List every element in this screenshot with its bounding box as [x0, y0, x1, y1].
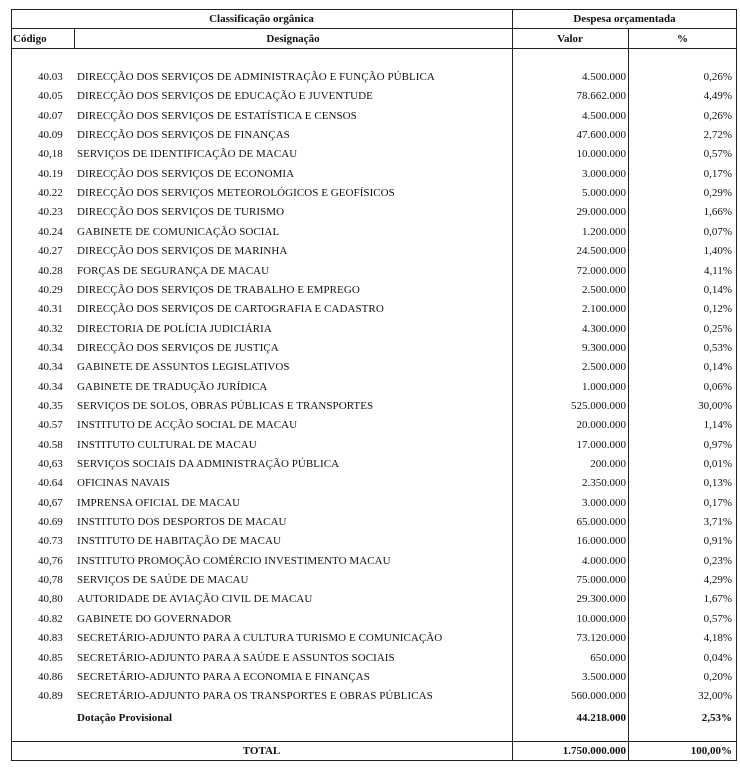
table-row	[0, 320, 740, 339]
row-code: 40.31	[38, 303, 63, 316]
row-code: 40.34	[38, 361, 63, 374]
row-value: 1.200.000	[582, 225, 626, 238]
header-classificacao-organica: Classificação orgânica	[209, 13, 314, 25]
table-row	[0, 610, 740, 629]
row-designation: GABINETE DE TRADUÇÃO JURÍDICA	[77, 380, 268, 393]
row-designation: DIRECÇÃO DOS SERVIÇOS DE CARTOGRAFIA E CADASTRO	[77, 303, 384, 316]
table-row	[0, 68, 740, 87]
table-row	[0, 378, 740, 397]
row-value: 16.000.000	[576, 535, 626, 548]
header-codigo: Código	[13, 33, 47, 45]
row-designation: INSTITUTO CULTURAL DE MACAU	[77, 438, 257, 451]
row-value: 2.500.000	[582, 361, 626, 374]
row-value: 2.350.000	[582, 477, 626, 490]
row-value: 20.000.000	[576, 419, 626, 432]
table-row	[0, 709, 740, 728]
row-designation: SECRETÁRIO-ADJUNTO PARA OS TRANSPORTES E OBRAS PÚBLICAS	[77, 690, 433, 703]
row-code: 40,80	[38, 593, 63, 606]
table-row	[0, 436, 740, 455]
row-designation: IMPRENSA OFICIAL DE MACAU	[77, 496, 241, 509]
row-code: 40.24	[38, 225, 63, 238]
row-pct: 0,97%	[703, 438, 732, 451]
row-value: 3.000.000	[582, 496, 626, 509]
row-designation: DIRECÇÃO DOS SERVIÇOS DE ECONOMIA	[77, 167, 295, 180]
row-pct: 2,72%	[703, 129, 732, 142]
row-designation: SERVIÇOS DE IDENTIFICAÇÃO DE MACAU	[77, 148, 298, 161]
row-code: 40.35	[38, 399, 63, 412]
row-designation: FORÇAS DE SEGURANÇA DE MACAU	[77, 264, 270, 277]
row-pct: 3,71%	[703, 516, 732, 529]
row-designation: GABINETE DO GOVERNADOR	[77, 612, 232, 625]
row-pct: 1,14%	[703, 419, 732, 432]
row-code: 40.22	[38, 187, 63, 200]
table-row	[0, 107, 740, 126]
row-pct: 0,25%	[703, 322, 732, 335]
row-code: 40.23	[38, 206, 63, 219]
table-row	[0, 300, 740, 319]
row-designation: DIRECÇÃO DOS SERVIÇOS DE ESTATÍSTICA E CENSOS	[77, 109, 357, 122]
row-designation: OFICINAS NAVAIS	[77, 477, 170, 490]
row-designation: INSTITUTO DE HABITAÇÃO DE MACAU	[77, 535, 281, 548]
row-value: 73.120.000	[576, 632, 626, 645]
row-pct: 0,26%	[703, 71, 732, 83]
row-code: 40.19	[38, 167, 63, 180]
row-designation: DIRECÇÃO DOS SERVIÇOS DE TRABALHO E EMPREGO	[77, 283, 360, 296]
row-designation: SERVIÇOS SOCIAIS DA ADMINISTRAÇÃO PÚBLICA	[77, 458, 340, 470]
row-pct: 1,67%	[703, 593, 732, 606]
row-pct: 0,57%	[703, 612, 732, 625]
row-value: 4.300.000	[582, 322, 626, 335]
row-value: 2.100.000	[582, 303, 626, 316]
row-code: 40,63	[38, 458, 63, 470]
row-value: 4.500.000	[582, 109, 626, 122]
header-pct: %	[677, 33, 688, 45]
row-designation: DIRECÇÃO DOS SERVIÇOS DE ADMINISTRAÇÃO E FUNÇÃO PÚBLICA	[77, 71, 435, 83]
table-row	[0, 552, 740, 571]
row-pct: 0,13%	[703, 477, 732, 490]
row-value: 24.500.000	[576, 245, 626, 258]
row-code: 40.85	[38, 651, 63, 664]
table-row	[0, 165, 740, 184]
row-code: 40.86	[38, 670, 63, 683]
row-value: 4.000.000	[582, 554, 626, 567]
row-pct: 0,17%	[703, 167, 732, 180]
row-value: 65.000.000	[576, 516, 626, 529]
row-value: 47.600.000	[576, 129, 626, 142]
table-row	[0, 649, 740, 668]
row-code: 40.64	[38, 477, 63, 490]
row-value: 3.500.000	[582, 670, 626, 683]
row-designation: INSTITUTO DOS DESPORTOS DE MACAU	[77, 516, 287, 529]
row-code: 40.73	[38, 535, 63, 548]
row-pct: 0,29%	[703, 187, 732, 200]
row-pct: 32,00%	[698, 690, 732, 703]
table-row	[0, 242, 740, 261]
table-row	[0, 532, 740, 551]
table-row	[0, 590, 740, 609]
total-pct: 100,00%	[690, 745, 732, 757]
row-value: 9.300.000	[582, 341, 626, 354]
row-designation: DIRECÇÃO DOS SERVIÇOS DE TURISMO	[77, 206, 285, 219]
table-row	[0, 629, 740, 648]
table-row	[0, 397, 740, 416]
row-designation: INSTITUTO DE ACÇÃO SOCIAL DE MACAU	[77, 419, 298, 432]
row-code: 40.05	[38, 90, 63, 103]
row-designation: DIRECÇÃO DOS SERVIÇOS DE EDUCAÇÃO E JUVENTUDE	[77, 90, 373, 103]
row-code: 40.57	[38, 419, 63, 432]
row-value: 4.500.000	[582, 71, 626, 83]
row-pct: 0,04%	[703, 651, 732, 664]
row-code: 40.29	[38, 283, 63, 296]
row-designation: SECRETÁRIO-ADJUNTO PARA A CULTURA TURISMO E COMUNICAÇÃO	[77, 632, 443, 645]
table-row	[0, 513, 740, 532]
total-label: TOTAL	[242, 745, 281, 757]
table-row	[0, 203, 740, 222]
row-value: 10.000.000	[576, 148, 626, 161]
row-pct: 4,29%	[703, 574, 732, 587]
row-code: 40.34	[38, 341, 63, 354]
row-value: 29.000.000	[576, 206, 626, 219]
row-pct: 1,40%	[703, 245, 732, 258]
row-pct: 1,66%	[703, 206, 732, 219]
row-code: 40.28	[38, 264, 63, 277]
row-value: 72.000.000	[576, 264, 626, 277]
table-row	[0, 474, 740, 493]
row-pct: 0,23%	[703, 554, 732, 567]
header-designacao: Designação	[266, 33, 320, 45]
row-pct: 0,06%	[703, 380, 732, 393]
row-value: 560.000.000	[571, 690, 626, 703]
table-row	[0, 223, 740, 242]
row-value: 75.000.000	[576, 574, 626, 587]
header-despesa-orcamentada: Despesa orçamentada	[573, 13, 676, 25]
row-pct: 0,17%	[703, 496, 732, 509]
row-value: 650.000	[590, 651, 626, 664]
row-pct: 0,20%	[703, 670, 732, 683]
row-value: 5.000.000	[582, 187, 626, 200]
row-code: 40.07	[38, 109, 63, 122]
row-value: 1.000.000	[582, 380, 626, 393]
table-row	[0, 358, 740, 377]
row-code: 40.58	[38, 438, 63, 451]
row-value: 200.000	[590, 458, 626, 470]
row-designation: SERVIÇOS DE SOLOS, OBRAS PÚBLICAS E TRANSPORTES	[77, 399, 374, 412]
table-row	[0, 184, 740, 203]
table-row	[0, 87, 740, 106]
row-code: 40,78	[38, 574, 63, 587]
row-code: 40.27	[38, 245, 63, 258]
table-row	[0, 455, 740, 474]
row-pct: 30,00%	[698, 399, 732, 412]
row-designation: SECRETÁRIO-ADJUNTO PARA A SAÚDE E ASSUNTOS SOCIAIS	[77, 651, 395, 664]
row-code: 40.89	[38, 690, 63, 703]
table-row	[0, 416, 740, 435]
row-code: 40.32	[38, 322, 63, 335]
row-pct: 0,12%	[703, 303, 732, 316]
table-row	[0, 126, 740, 145]
row-code: 40.09	[38, 129, 63, 142]
row-pct: 0,14%	[703, 283, 732, 296]
row-designation: AUTORIDADE DE AVIAÇÃO CIVIL DE MACAU	[77, 593, 313, 606]
row-pct: 4,49%	[703, 90, 732, 103]
row-designation: DIRECÇÃO DOS SERVIÇOS METEOROLÓGICOS E GEOFÍSICOS	[77, 187, 395, 200]
row-value: 29.300.000	[576, 593, 626, 606]
row-pct: 0,01%	[703, 458, 732, 470]
row-value: 2.500.000	[582, 283, 626, 296]
row-pct: 4,11%	[703, 264, 732, 277]
table-row	[0, 668, 740, 687]
row-code: 40,67	[38, 496, 63, 509]
header-valor: Valor	[557, 33, 583, 45]
row-designation: SECRETÁRIO-ADJUNTO PARA A ECONOMIA E FINANÇAS	[77, 670, 370, 683]
row-pct: 0,91%	[703, 535, 732, 548]
total-row	[0, 741, 740, 761]
table-row	[0, 145, 740, 164]
row-code: 40.69	[38, 516, 63, 529]
table-row	[0, 262, 740, 281]
row-code: 40.83	[38, 632, 63, 645]
row-pct: 2,53%	[701, 711, 732, 724]
table-row	[0, 687, 740, 706]
row-value: 525.000.000	[571, 399, 626, 412]
row-code: 40.34	[38, 380, 63, 393]
row-pct: 0,14%	[703, 361, 732, 374]
row-pct: 0,53%	[703, 341, 732, 354]
total-value: 1.750.000.000	[562, 745, 626, 757]
row-value: 44.218.000	[576, 711, 626, 724]
row-value: 10.000.000	[576, 612, 626, 625]
table-row	[0, 281, 740, 300]
row-pct: 0,57%	[703, 148, 732, 161]
row-code: 40,76	[38, 554, 63, 567]
row-value: 3.000.000	[582, 167, 626, 180]
row-value: 78.662.000	[576, 90, 626, 103]
row-designation: DIRECÇÃO DOS SERVIÇOS DE JUSTIÇA	[77, 341, 279, 354]
row-designation: INSTITUTO PROMOÇÃO COMÉRCIO INVESTIMENTO MACAU	[77, 554, 391, 567]
row-designation: SERVIÇOS DE SAÚDE DE MACAU	[77, 574, 249, 587]
row-pct: 4,18%	[703, 632, 732, 645]
row-designation: DIRECÇÃO DOS SERVIÇOS DE MARINHA	[77, 245, 288, 258]
row-designation: Dotação Provisional	[77, 711, 173, 724]
row-pct: 0,07%	[703, 225, 732, 238]
table-row	[0, 571, 740, 590]
row-code: 40.03	[38, 71, 63, 83]
row-designation: DIRECTORIA DE POLÍCIA JUDICIÁRIA	[77, 322, 272, 335]
row-code: 40.82	[38, 612, 63, 625]
table-row	[0, 339, 740, 358]
row-designation: GABINETE DE COMUNICAÇÃO SOCIAL	[77, 225, 280, 238]
row-designation: DIRECÇÃO DOS SERVIÇOS DE FINANÇAS	[77, 129, 290, 142]
row-value: 17.000.000	[576, 438, 626, 451]
row-code: 40,18	[38, 148, 63, 161]
row-pct: 0,26%	[703, 109, 732, 122]
row-designation: GABINETE DE ASSUNTOS LEGISLATIVOS	[77, 361, 290, 374]
table-row	[0, 494, 740, 513]
